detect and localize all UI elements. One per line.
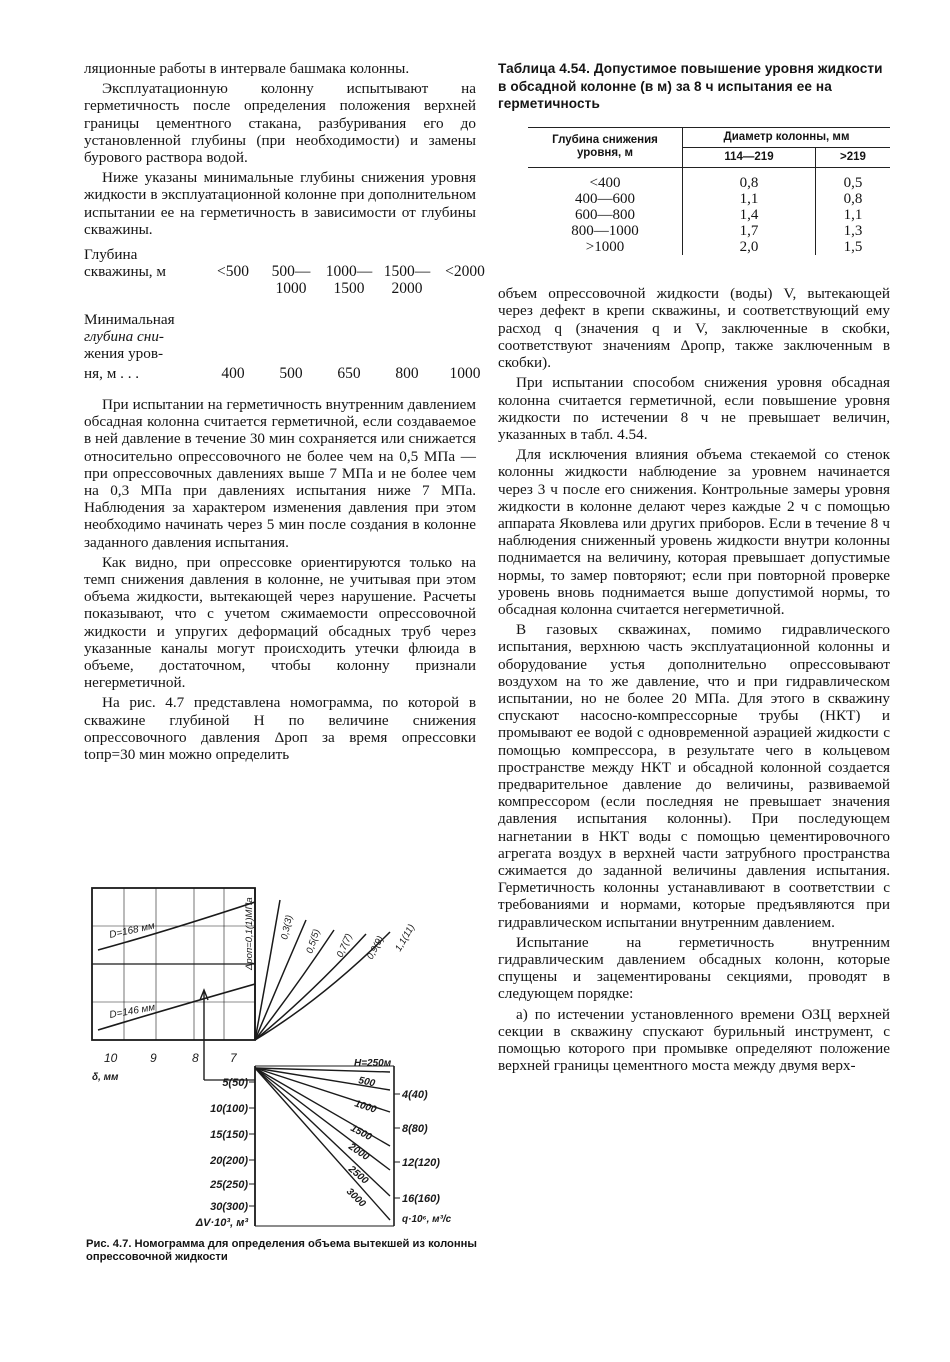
y-left-tick: 25(250): [210, 1179, 248, 1191]
level-table: [528, 127, 890, 256]
curve-label: 0,5(5): [304, 927, 323, 955]
table-header-diameter: Диаметр колонны, мм: [683, 127, 891, 147]
depth-value: [204, 280, 262, 297]
table-subheader: 114—219: [683, 147, 816, 167]
table-row: [528, 191, 890, 207]
y-left-unit: ΔV·10³, м³: [195, 1217, 248, 1229]
paragraph: При испытании способом снижения уровня обсадная колонна считается герметичной, если повышение уровня жидкости по истечении 8 ч не превышает величин, указанных в табл. 4.54.: [498, 374, 890, 443]
delta-p-label: Δpоп=0,1(1)МПа: [244, 897, 255, 970]
cell-value: 0,8: [683, 175, 816, 191]
depth-value: 500—: [271, 263, 311, 281]
y-right-unit: q·10⁶, м³/с: [402, 1214, 452, 1225]
d-label-bottom: D=146 мм: [108, 1002, 157, 1021]
paragraph: При испытании на герметичность внутренним давлением обсадная колонна считается герметичной, если создаваемое в ней давление в течение 30 мин сохраняется или снижается относительно опрессовочного не более чем на 0,5 МПа — при опрессовочных давлениях выше 7 МПа и не более чем на 0,3 МПа при давлениях испытания ниже 7 МПа. Наблюдения за характером изменения давления при этом необходимо начинать через 5 мин после создания в колонне заданного давления испытания.: [84, 396, 476, 551]
y-right-tick: 4(40): [402, 1089, 428, 1101]
y-left-tick: 10(100): [210, 1103, 248, 1115]
left-column: [84, 60, 485, 764]
depth-table: [84, 246, 485, 383]
table-header-depth: Глубина снижения уровня, м: [552, 134, 658, 160]
paragraph: а) по истечении установленного времени ОЗЦ верхней секции в скважину спускают бурильный инструмент, с помощью которого при промывке определяют положение верхней границы цементного моста между двумя верх-: [498, 1005, 890, 1075]
y-left-tick: 5(50): [222, 1077, 248, 1089]
h-label: 1000: [353, 1098, 378, 1116]
table-row: [528, 175, 890, 191]
cell-value: 1,1: [683, 191, 816, 207]
depth-value: 1500: [333, 280, 365, 298]
h-label: 500: [357, 1075, 376, 1090]
depth-value: [436, 280, 494, 297]
paragraph: Эксплуатационную колонну испытывают на герметичность после определения положения верхней границы цементного стакана, разбуривания его до установленной глубины (при необходимости) и замены бурового раствора водой.: [84, 80, 476, 167]
d-label-top: D=168 мм: [108, 920, 156, 941]
min-depth-label: ня, м . . .: [84, 365, 140, 383]
y-left-tick: 20(200): [210, 1155, 248, 1167]
cell-value: 1,1: [815, 207, 890, 223]
paragraph: Испытание на герметичность внутренним гидравлическим давлением обсадных колонн, которые спущены и зацементированы секциями, проводят в следующем порядке:: [498, 933, 890, 1003]
cell-depth: 600—800: [575, 207, 635, 224]
cell-value: 1,7: [683, 223, 816, 239]
min-depth-label: жения уров-: [84, 345, 164, 363]
paragraph: В газовых скважинах, помимо гидравлического испытания, верхнюю часть эксплуатационной колонны и оборудование устья дополнительно опрессовывают воздухом на то же давление, что и при гидравлическом испытании, но не более 20 МПа. Для этого в скважину спускают насосно-компрессорные трубы (НКТ) и промывают ее водой с одновременной аэрацией жидкости с помощью компрессора, в результате чего в кольцевом пространстве между НКТ и обсадной колонной создается предварительное давление до величины, развиваемой компрессором (если последняя не превышает значения давления испытания колонны). При последующем нагнетании в НКТ воды с помощью цементировочного агрегата воздух в верхней части затрубного пространства сжимается до заданной величины давления испытания. Герметичность колонны устанавливают в соответствии с требованиями и нормами, которые предъявляются при гидравлическом испытании внутренним давлением.: [498, 621, 890, 931]
cell-depth: 400—600: [575, 191, 635, 208]
depth-value: 1000—: [325, 263, 373, 281]
nomogram-figure: [84, 880, 476, 1232]
min-depth-value: 400: [221, 365, 245, 383]
depth-value: 2000: [391, 280, 423, 298]
depth-value: 1500—: [383, 263, 431, 281]
depth-value: <2000: [445, 263, 485, 281]
cell-value: 1,3: [815, 223, 890, 239]
x-tick: 7: [230, 1051, 237, 1065]
y-right-tick: 8(80): [402, 1123, 428, 1135]
nomogram-svg: [84, 880, 476, 1232]
table-row: [528, 223, 890, 239]
y-right-tick: 12(120): [402, 1157, 440, 1169]
min-depth-value: 1000: [449, 365, 481, 383]
h-label: 3000: [343, 1186, 368, 1210]
table-subheader: >219: [815, 147, 890, 167]
cell-value: 0,8: [815, 191, 890, 207]
curve-label: 0,3(3): [279, 914, 296, 941]
table-row: [528, 207, 890, 223]
min-depth-label: Минимальная: [84, 311, 175, 329]
cell-value: 1,4: [683, 207, 816, 223]
cell-value: 1,5: [815, 239, 890, 255]
table-title: Таблица 4.54. Допустимое повышение уровня жидкости в обсадной колонне (в м) за 8 ч испытания ее на герметичность: [498, 61, 883, 112]
curve-label: 0,9(9): [364, 934, 387, 962]
figure-caption: Рис. 4.7. Номограмма для определения объема вытекшей из колонны опрессовочной жидкости: [86, 1238, 477, 1263]
paragraph: Как видно, при опрессовке ориентируются только на темп снижения давления в колонне, не учитывая при этом объема жидкости, вытекающей через нарушение. Расчеты показывают, что с учетом сжимаемости опрессовочной жидкости и упругих деформаций обсадных труб через указанные каналы могут происходить утечки флюида в объеме, достаточном, чтобы колонну признали негерметичной.: [84, 553, 476, 692]
cell-value: 2,0: [683, 239, 816, 255]
right-column: [498, 60, 890, 1074]
paragraph: На рис. 4.7 представлена номограмма, по которой в скважине глубиной H по величине снижения опрессовочного давления Δpоп за время опрессовки tопр=30 мин можно определить: [84, 694, 476, 764]
curve-label: 0,7(7): [334, 932, 355, 960]
paragraph: объем опрессовочной жидкости (воды) V, вытекающей через дефект в крепи скважины, и соответствующий ему расход q (значения q и V, заключенные в скобки, соответствуют значениям Δpопр, также заключенным в скобки).: [498, 285, 890, 372]
paragraph: Для исключения влияния объема стекаемой со стенок колонны жидкости наблюдение за уровнем начинается через 3 ч после его снижения. Контрольные замеры уровня жидкости в колонне делают через каждые 2 ч с помощью аппарата Яковлева или других приборов. Если в течение 8 ч наблюдения сниженный уровень жидкости внутри колонны поднимается на величину, которая превышает допустимые нормы, то замер повторяют; если при повторной проверке уровень вновь поднимается выше допустимой нормы, то обсадная колонна считается негерметичной.: [498, 446, 890, 618]
min-depth-value: 500: [279, 365, 303, 383]
depth-value: <500: [217, 263, 249, 281]
x-tick: 9: [150, 1051, 157, 1065]
depth-label: Глубина: [84, 246, 138, 264]
h-label: 2500: [346, 1163, 371, 1187]
h-label: 1500: [348, 1122, 374, 1144]
y-left-tick: 30(300): [210, 1201, 248, 1213]
min-depth-label: глубина сни-: [84, 328, 164, 346]
min-depth-value: 650: [337, 365, 361, 383]
paragraph: Ниже указаны минимальные глубины снижения уровня жидкости в эксплуатационной колонне при дополнительном испытании ее на герметичность в зависимости от глубины скважины.: [84, 169, 476, 238]
cell-depth: 800—1000: [571, 223, 639, 240]
y-left-tick: 15(150): [210, 1129, 248, 1141]
paragraph: ляционные работы в интервале башмака колонны.: [84, 60, 410, 77]
depth-label: скважины, м: [84, 263, 166, 281]
h-label: H=250м: [354, 1058, 392, 1069]
cell-value: 0,5: [815, 175, 890, 191]
depth-value: 1000: [275, 280, 307, 298]
y-right-tick: 16(160): [402, 1193, 440, 1205]
cell-depth: >1000: [585, 239, 625, 256]
min-depth-value: 800: [395, 365, 419, 383]
x-unit: δ, мм: [92, 1072, 119, 1083]
x-tick: 10: [104, 1051, 118, 1065]
cell-depth: <400: [589, 175, 621, 192]
curve-label: 1,1(11): [393, 922, 418, 954]
x-tick: 8: [192, 1051, 199, 1065]
h-label: 2000: [346, 1141, 371, 1163]
table-row: [528, 239, 890, 255]
